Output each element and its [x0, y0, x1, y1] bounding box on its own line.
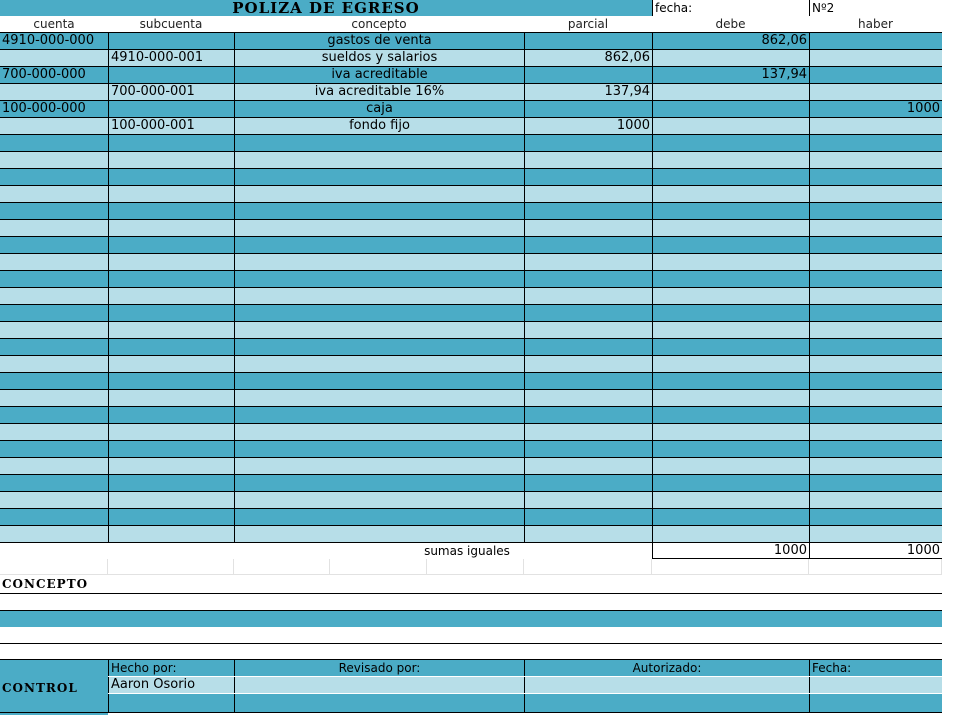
empty-table-row: [0, 356, 942, 373]
cell-concepto[interactable]: [234, 458, 524, 474]
cell-parcial[interactable]: [524, 186, 652, 202]
cell-cuenta[interactable]: [0, 407, 108, 423]
hecho-por-label: Hecho por:: [108, 660, 234, 676]
cell-haber[interactable]: [809, 33, 942, 49]
cell-debe[interactable]: [652, 101, 809, 117]
concepto-line-4[interactable]: [0, 644, 942, 660]
cell-concepto[interactable]: [234, 237, 524, 253]
cell-cuenta[interactable]: [0, 475, 108, 491]
cell-parcial[interactable]: [524, 220, 652, 236]
cell-debe[interactable]: [652, 50, 809, 66]
cell-haber[interactable]: [809, 339, 942, 355]
cell-haber[interactable]: [809, 390, 942, 406]
cell-haber[interactable]: [809, 186, 942, 202]
cell-parcial[interactable]: [524, 441, 652, 457]
cell-parcial[interactable]: 862,06: [524, 50, 652, 66]
cell-subcuenta[interactable]: [108, 509, 234, 525]
cell-cuenta[interactable]: [0, 254, 108, 270]
cell-parcial[interactable]: [524, 339, 652, 355]
cell-debe[interactable]: [652, 169, 809, 185]
cell-haber[interactable]: [809, 288, 942, 304]
autorizado-sign[interactable]: [524, 694, 809, 712]
cell-subcuenta[interactable]: [108, 152, 234, 168]
cell-cuenta[interactable]: [0, 356, 108, 372]
table-row: [0, 118, 942, 135]
cell-concepto[interactable]: [234, 441, 524, 457]
fecha-control-label: Fecha:: [809, 660, 942, 676]
grid-cell[interactable]: [809, 559, 942, 575]
cell-subcuenta[interactable]: [108, 271, 234, 287]
cell-parcial[interactable]: [524, 390, 652, 406]
control-section: [0, 660, 942, 715]
cell-subcuenta[interactable]: [108, 67, 234, 83]
cell-cuenta[interactable]: 700-000-000: [0, 67, 108, 83]
empty-table-row: [0, 169, 942, 186]
concepto-line-1[interactable]: [0, 594, 942, 611]
empty-table-row: [0, 288, 942, 305]
cell-parcial[interactable]: [524, 67, 652, 83]
cell-subcuenta[interactable]: 4910-000-001: [108, 50, 234, 66]
cell-cuenta[interactable]: [0, 322, 108, 338]
table-row: [0, 101, 942, 118]
cell-cuenta[interactable]: [0, 288, 108, 304]
cell-cuenta[interactable]: [0, 169, 108, 185]
cell-debe[interactable]: [652, 118, 809, 134]
cell-parcial[interactable]: [524, 373, 652, 389]
cell-cuenta[interactable]: 4910-000-000: [0, 33, 108, 49]
concepto-row: [0, 575, 942, 594]
cell-haber[interactable]: [809, 458, 942, 474]
cell-haber[interactable]: [809, 135, 942, 151]
cell-concepto[interactable]: [234, 271, 524, 287]
empty-table-row: [0, 373, 942, 390]
cell-subcuenta[interactable]: [108, 169, 234, 185]
cell-subcuenta[interactable]: [108, 526, 234, 542]
poliza-number: Nº2: [809, 0, 942, 16]
empty-table-row: [0, 220, 942, 237]
cell-debe[interactable]: [652, 135, 809, 151]
cell-concepto[interactable]: [234, 475, 524, 491]
cell-debe[interactable]: [652, 271, 809, 287]
column-header-row: [0, 16, 942, 33]
cell-concepto[interactable]: [234, 169, 524, 185]
cell-debe[interactable]: 862,06: [652, 33, 809, 49]
cell-haber[interactable]: [809, 509, 942, 525]
empty-table-row: [0, 203, 942, 220]
cell-cuenta[interactable]: [0, 186, 108, 202]
cell-parcial[interactable]: [524, 407, 652, 423]
cell-parcial[interactable]: [524, 288, 652, 304]
title-row: [0, 0, 942, 16]
grid-cell[interactable]: [652, 559, 809, 575]
cell-subcuenta[interactable]: [108, 237, 234, 253]
cell-concepto[interactable]: fondo fijo: [234, 118, 524, 134]
empty-table-row: [0, 322, 942, 339]
cell-cuenta[interactable]: [0, 526, 108, 542]
cell-debe[interactable]: [652, 441, 809, 457]
empty-table-row: [0, 254, 942, 271]
cell-haber[interactable]: [809, 356, 942, 372]
cell-concepto[interactable]: [234, 305, 524, 321]
autorizado-value[interactable]: [524, 677, 809, 693]
cell-haber[interactable]: [809, 407, 942, 423]
cell-haber[interactable]: [809, 441, 942, 457]
cell-cuenta[interactable]: [0, 118, 108, 134]
cell-cuenta[interactable]: [0, 220, 108, 236]
table-row: [0, 33, 942, 50]
spacer-row: [0, 559, 942, 575]
cell-concepto[interactable]: caja: [234, 101, 524, 117]
cell-debe[interactable]: [652, 407, 809, 423]
col-header-haber: haber: [858, 17, 893, 31]
revisado-por-label: Revisado por:: [234, 660, 524, 676]
cell-debe[interactable]: [652, 84, 809, 100]
cell-cuenta[interactable]: 100-000-000: [0, 101, 108, 117]
cell-cuenta[interactable]: [0, 152, 108, 168]
cell-subcuenta[interactable]: [108, 475, 234, 491]
cell-subcuenta[interactable]: [108, 407, 234, 423]
cell-debe[interactable]: [652, 390, 809, 406]
cell-debe[interactable]: [652, 288, 809, 304]
cell-haber[interactable]: [809, 118, 942, 134]
cell-haber[interactable]: [809, 305, 942, 321]
cell-debe[interactable]: [652, 322, 809, 338]
empty-table-row: [0, 458, 942, 475]
empty-table-row: [0, 152, 942, 169]
totals-haber[interactable]: 1000: [809, 543, 942, 559]
cell-parcial[interactable]: [524, 526, 652, 542]
fecha-control-sign[interactable]: [809, 694, 942, 712]
cell-concepto[interactable]: [234, 322, 524, 338]
cell-cuenta[interactable]: [0, 135, 108, 151]
cell-subcuenta[interactable]: [108, 322, 234, 338]
col-header-subcuenta: subcuenta: [139, 17, 203, 31]
cell-debe[interactable]: [652, 305, 809, 321]
cell-cuenta[interactable]: [0, 271, 108, 287]
cell-subcuenta[interactable]: [108, 339, 234, 355]
cell-subcuenta[interactable]: [108, 424, 234, 440]
grid-cell[interactable]: [524, 559, 652, 575]
empty-table-row: [0, 475, 942, 492]
cell-debe[interactable]: [652, 458, 809, 474]
grid-cell[interactable]: [330, 559, 427, 575]
cell-parcial[interactable]: [524, 203, 652, 219]
cell-haber[interactable]: [809, 373, 942, 389]
cell-debe[interactable]: [652, 237, 809, 253]
cell-debe[interactable]: [652, 152, 809, 168]
cell-cuenta[interactable]: [0, 390, 108, 406]
cell-concepto[interactable]: iva acreditable 16%: [234, 84, 524, 100]
cell-concepto[interactable]: [234, 509, 524, 525]
cell-subcuenta[interactable]: [108, 458, 234, 474]
cell-haber[interactable]: [809, 50, 942, 66]
cell-subcuenta[interactable]: [108, 33, 234, 49]
empty-table-row: [0, 509, 942, 526]
cell-debe[interactable]: [652, 203, 809, 219]
cell-parcial[interactable]: [524, 254, 652, 270]
totals-label: sumas iguales: [424, 544, 510, 558]
concepto-line-3[interactable]: [0, 627, 942, 644]
table-row: [0, 84, 942, 101]
cell-subcuenta[interactable]: [108, 135, 234, 151]
cell-subcuenta[interactable]: 100-000-001: [108, 118, 234, 134]
cell-subcuenta[interactable]: [108, 356, 234, 372]
cell-concepto[interactable]: [234, 390, 524, 406]
cell-parcial[interactable]: [524, 305, 652, 321]
cell-cuenta[interactable]: [0, 373, 108, 389]
table-row: [0, 50, 942, 67]
cell-debe[interactable]: [652, 220, 809, 236]
cell-parcial[interactable]: [524, 237, 652, 253]
empty-table-row: [0, 237, 942, 254]
cell-concepto[interactable]: gastos de venta: [234, 33, 524, 49]
cell-subcuenta[interactable]: [108, 492, 234, 508]
cell-concepto[interactable]: [234, 492, 524, 508]
cell-concepto[interactable]: [234, 339, 524, 355]
cell-cuenta[interactable]: [0, 237, 108, 253]
grid-cell[interactable]: [0, 559, 108, 575]
cell-parcial[interactable]: [524, 271, 652, 287]
cell-cuenta[interactable]: [0, 50, 108, 66]
cell-debe[interactable]: [652, 509, 809, 525]
empty-table-row: [0, 441, 942, 458]
cell-cuenta[interactable]: [0, 424, 108, 440]
cell-haber[interactable]: [809, 203, 942, 219]
cell-parcial[interactable]: [524, 475, 652, 491]
table-row: [0, 67, 942, 84]
cell-concepto[interactable]: [234, 526, 524, 542]
cell-parcial[interactable]: [524, 509, 652, 525]
totals-row: [0, 543, 942, 559]
grid-cell[interactable]: [427, 559, 524, 575]
hecho-por-sign[interactable]: [108, 694, 234, 712]
hecho-por-value[interactable]: Aaron Osorio: [108, 677, 234, 693]
cell-haber[interactable]: [809, 254, 942, 270]
cell-haber[interactable]: 1000: [809, 101, 942, 117]
cell-cuenta[interactable]: [0, 509, 108, 525]
cell-haber[interactable]: [809, 526, 942, 542]
cell-subcuenta[interactable]: [108, 441, 234, 457]
cell-concepto[interactable]: iva acreditable: [234, 67, 524, 83]
col-header-parcial: parcial: [567, 17, 609, 31]
cell-subcuenta[interactable]: [108, 305, 234, 321]
cell-debe[interactable]: [652, 339, 809, 355]
cell-haber[interactable]: [809, 152, 942, 168]
cell-subcuenta[interactable]: [108, 186, 234, 202]
cell-haber[interactable]: [809, 271, 942, 287]
cell-cuenta[interactable]: [0, 203, 108, 219]
cell-concepto[interactable]: sueldos y salarios: [234, 50, 524, 66]
cell-haber[interactable]: [809, 475, 942, 491]
cell-cuenta[interactable]: [0, 458, 108, 474]
cell-subcuenta[interactable]: [108, 101, 234, 117]
concepto-label: CONCEPTO: [2, 577, 89, 591]
cell-parcial[interactable]: [524, 33, 652, 49]
empty-table-row: [0, 526, 942, 543]
cell-concepto[interactable]: [234, 135, 524, 151]
cell-haber[interactable]: [809, 322, 942, 338]
grid-cell[interactable]: [234, 559, 330, 575]
revisado-por-sign[interactable]: [234, 694, 524, 712]
cell-subcuenta[interactable]: [108, 203, 234, 219]
cell-debe[interactable]: [652, 424, 809, 440]
cell-parcial[interactable]: [524, 169, 652, 185]
cell-concepto[interactable]: [234, 356, 524, 372]
empty-table-row: [0, 339, 942, 356]
revisado-por-value[interactable]: [234, 677, 524, 693]
empty-table-row: [0, 407, 942, 424]
col-header-concepto: concepto: [351, 17, 407, 31]
cell-debe[interactable]: [652, 356, 809, 372]
cell-cuenta[interactable]: [0, 305, 108, 321]
cell-haber[interactable]: [809, 67, 942, 83]
cell-parcial[interactable]: [524, 356, 652, 372]
fecha-control-value[interactable]: [809, 677, 942, 693]
empty-table-row: [0, 271, 942, 288]
cell-concepto[interactable]: [234, 186, 524, 202]
concepto-line-2[interactable]: [0, 611, 942, 627]
cell-parcial[interactable]: 137,94: [524, 84, 652, 100]
cell-parcial[interactable]: [524, 492, 652, 508]
cell-concepto[interactable]: [234, 254, 524, 270]
cell-concepto[interactable]: [234, 203, 524, 219]
cell-parcial[interactable]: [524, 458, 652, 474]
cell-cuenta[interactable]: [0, 339, 108, 355]
cell-parcial[interactable]: [524, 101, 652, 117]
cell-haber[interactable]: [809, 220, 942, 236]
cell-concepto[interactable]: [234, 220, 524, 236]
cell-parcial[interactable]: [524, 424, 652, 440]
cell-concepto[interactable]: [234, 424, 524, 440]
cell-concepto[interactable]: [234, 407, 524, 423]
empty-table-row: [0, 305, 942, 322]
empty-table-row: [0, 390, 942, 407]
cell-cuenta[interactable]: [0, 84, 108, 100]
cell-subcuenta[interactable]: [108, 254, 234, 270]
entries-table: [0, 33, 942, 543]
cell-parcial[interactable]: 1000: [524, 118, 652, 134]
cell-cuenta[interactable]: [0, 492, 108, 508]
cell-subcuenta[interactable]: [108, 373, 234, 389]
cell-concepto[interactable]: [234, 288, 524, 304]
col-header-debe: debe: [715, 17, 746, 31]
cell-concepto[interactable]: [234, 373, 524, 389]
cell-debe[interactable]: [652, 186, 809, 202]
cell-debe[interactable]: [652, 526, 809, 542]
grid-cell[interactable]: [108, 559, 234, 575]
cell-haber[interactable]: [809, 424, 942, 440]
cell-subcuenta[interactable]: [108, 390, 234, 406]
cell-haber[interactable]: [809, 237, 942, 253]
cell-subcuenta[interactable]: [108, 288, 234, 304]
cell-haber[interactable]: [809, 84, 942, 100]
cell-debe[interactable]: [652, 373, 809, 389]
cell-debe[interactable]: 137,94: [652, 67, 809, 83]
totals-debe[interactable]: 1000: [652, 543, 809, 559]
empty-table-row: [0, 186, 942, 203]
autorizado-label: Autorizado:: [524, 660, 809, 676]
empty-table-row: [0, 135, 942, 152]
cell-haber[interactable]: [809, 492, 942, 508]
fecha-label: fecha:: [652, 0, 809, 16]
cell-parcial[interactable]: [524, 322, 652, 338]
cell-haber[interactable]: [809, 169, 942, 185]
cell-debe[interactable]: [652, 475, 809, 491]
cell-subcuenta[interactable]: 700-000-001: [108, 84, 234, 100]
cell-debe[interactable]: [652, 254, 809, 270]
empty-table-row: [0, 424, 942, 441]
empty-table-row: [0, 492, 942, 509]
poliza-title: POLIZA DE EGRESO: [0, 0, 652, 16]
cell-debe[interactable]: [652, 492, 809, 508]
cell-parcial[interactable]: [524, 135, 652, 151]
control-bottom-border: [0, 712, 942, 713]
cell-parcial[interactable]: [524, 152, 652, 168]
cell-concepto[interactable]: [234, 152, 524, 168]
col-header-cuenta: cuenta: [33, 17, 75, 31]
control-label: CONTROL: [2, 681, 78, 695]
cell-cuenta[interactable]: [0, 441, 108, 457]
cell-subcuenta[interactable]: [108, 220, 234, 236]
